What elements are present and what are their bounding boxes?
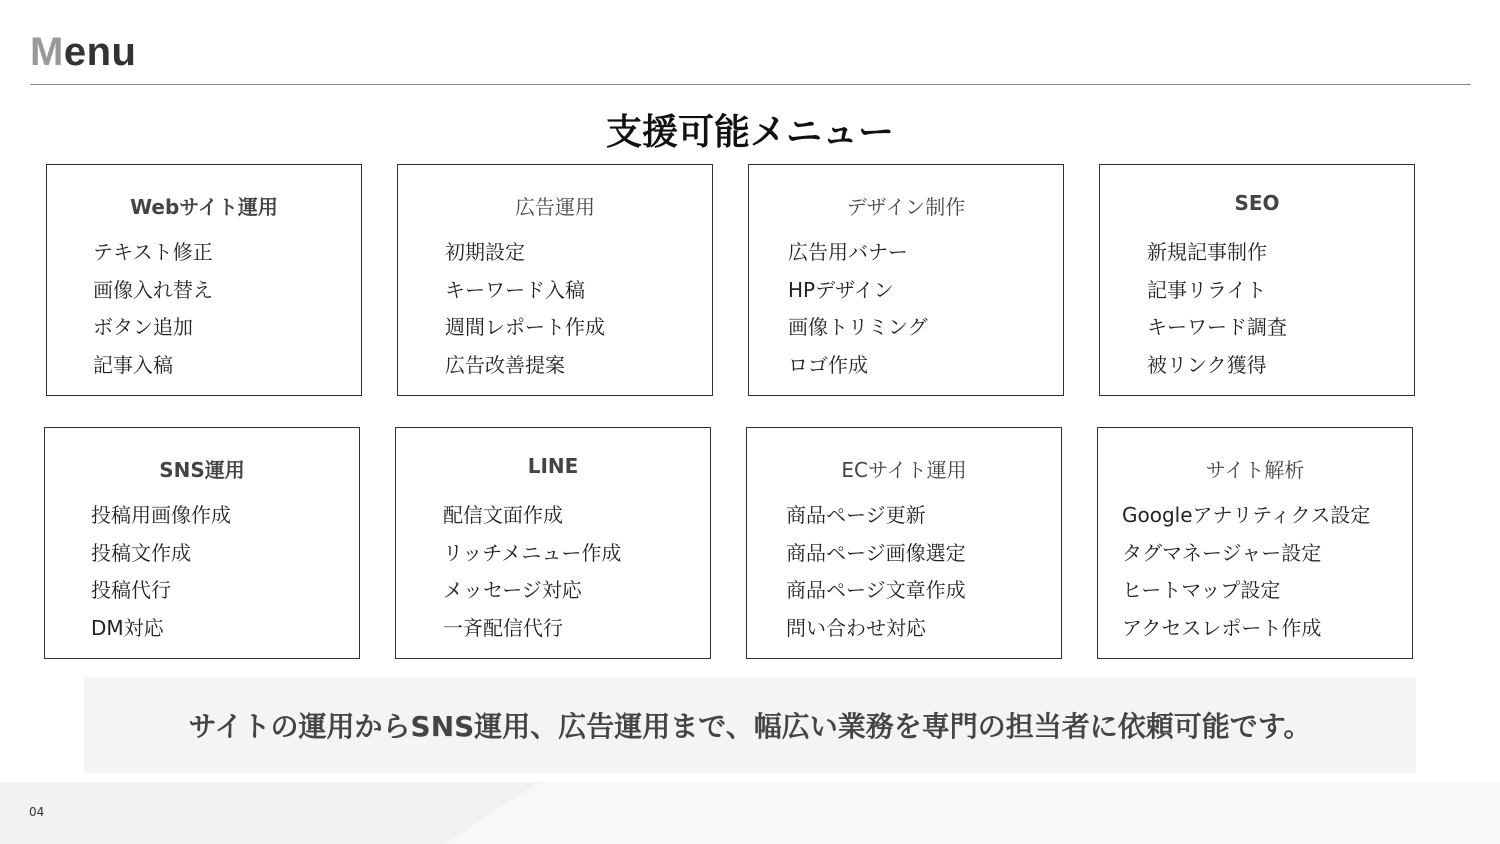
menu-card-design [748, 164, 1064, 396]
card-item: DM対応 [91, 615, 164, 640]
card-item: HPデザイン [788, 277, 894, 302]
card-item: 商品ページ画像選定 [786, 540, 966, 565]
card-item: タグマネージャー設定 [1122, 540, 1322, 565]
header-first-letter: M [30, 30, 64, 74]
card-title: Webサイト運用 [130, 195, 278, 219]
menu-card-line [395, 427, 711, 659]
card-item-list [445, 237, 605, 387]
card-item: アクセスレポート作成 [1122, 615, 1322, 640]
card-item: テキスト修正 [93, 240, 213, 264]
card-item: 画像入れ替え [93, 277, 213, 302]
page-title: 支援可能メニュー [605, 112, 894, 153]
card-item: 配信文面作成 [443, 503, 563, 527]
card-item: 記事リライト [1147, 277, 1267, 302]
card-item: 被リンク獲得 [1147, 352, 1267, 377]
card-item-list [1122, 500, 1370, 650]
card-item: ヒートマップ設定 [1122, 578, 1281, 602]
card-item: 投稿文作成 [91, 540, 191, 565]
card-item: メッセージ対応 [443, 578, 582, 602]
card-item: 記事入稿 [93, 352, 173, 377]
card-item: 投稿用画像作成 [91, 503, 231, 527]
card-title: LINE [527, 454, 579, 478]
card-item-list [443, 500, 621, 650]
menu-card-analytics [1097, 427, 1413, 659]
card-title: ECサイト運用 [841, 458, 967, 482]
card-item-list [93, 237, 213, 387]
card-title: SEO [1234, 191, 1280, 215]
card-item: ボタン追加 [93, 315, 193, 339]
menu-card-web [46, 164, 362, 396]
menu-card-ec [746, 427, 1062, 659]
summary-text: サイトの運用からSNS運用、広告運用まで、幅広い業務を専門の担当者に依頼可能です。 [188, 710, 1312, 743]
card-item: Googleアナリティクス設定 [1122, 503, 1371, 527]
card-item: 週間レポート作成 [445, 315, 605, 339]
card-title: SNS運用 [159, 458, 245, 482]
card-item-list [786, 500, 966, 650]
card-item: 問い合わせ対応 [786, 615, 926, 640]
page-number: 04 [29, 805, 45, 819]
card-item-list [788, 237, 928, 387]
card-item: 商品ページ更新 [786, 503, 926, 527]
card-item: 画像トリミング [788, 315, 928, 339]
bottom-band-decoration [0, 782, 1500, 844]
card-item-list [91, 500, 231, 650]
summary-banner [84, 677, 1416, 773]
header-rest: enu [63, 30, 137, 74]
bottom-band [0, 782, 1500, 844]
header-divider [30, 84, 1471, 85]
card-item: 一斉配信代行 [443, 615, 563, 640]
card-item: ロゴ作成 [788, 352, 868, 377]
card-item: リッチメニュー作成 [443, 540, 622, 565]
menu-card-ads [397, 164, 713, 396]
card-title: 広告運用 [515, 195, 595, 219]
card-item: 初期設定 [445, 240, 525, 264]
card-title: デザイン制作 [846, 195, 966, 219]
card-item-list [1147, 237, 1287, 387]
card-item: 広告用バナー [788, 240, 908, 264]
card-item: キーワード入稿 [445, 277, 585, 302]
menu-card-seo [1099, 164, 1415, 396]
card-item: 商品ページ文章作成 [786, 578, 966, 602]
card-title: サイト解析 [1205, 458, 1305, 482]
card-item: キーワード調査 [1147, 315, 1287, 339]
page-header [30, 30, 136, 75]
card-item: 投稿代行 [91, 578, 171, 602]
card-item: 広告改善提案 [445, 352, 565, 377]
menu-card-sns [44, 427, 360, 659]
card-item: 新規記事制作 [1147, 240, 1267, 264]
